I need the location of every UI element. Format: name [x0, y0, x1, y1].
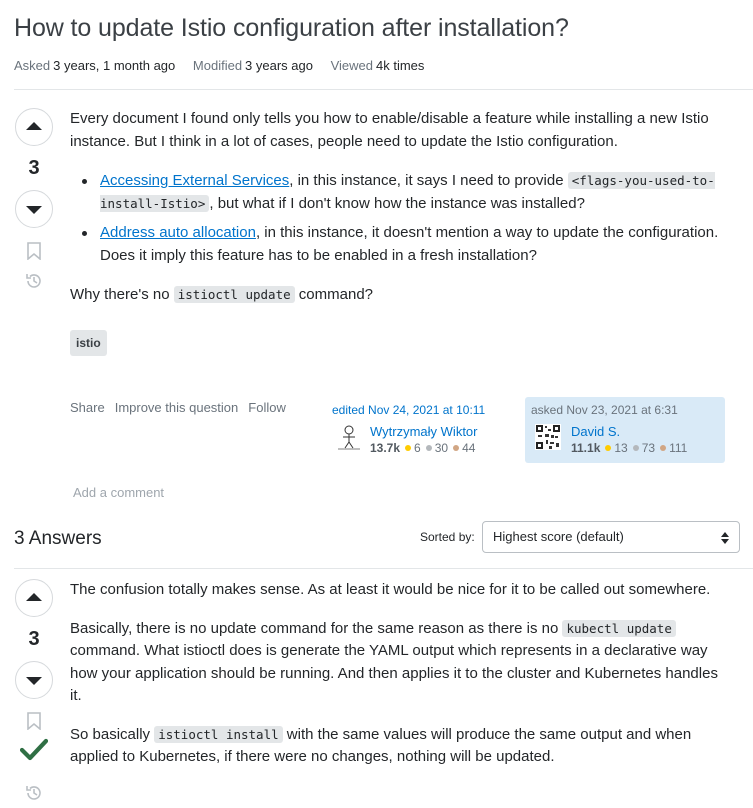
address-auto-allocation-link[interactable]: Address auto allocation — [100, 224, 256, 241]
asked-timestamp: asked Nov 23, 2021 at 6:31 — [531, 403, 678, 417]
asked-value: 3 years, 1 month ago — [53, 58, 176, 73]
gold-badge-icon — [405, 445, 411, 451]
select-updown-icon — [721, 532, 729, 544]
question-upvote-button[interactable] — [15, 108, 53, 146]
sort-label: Sorted by: — [420, 530, 475, 544]
asker-name-link[interactable]: David S. — [571, 424, 621, 439]
accepted-answer-indicator — [20, 738, 48, 762]
answer-upvote-button[interactable] — [15, 579, 53, 617]
post-menu — [70, 400, 296, 415]
asker-card — [525, 397, 725, 463]
silver-badge-count: 30 — [434, 441, 449, 455]
bronze-badge-icon — [660, 445, 666, 451]
inline-code: istioctl update — [174, 286, 295, 303]
answer-score: 3 — [28, 628, 40, 650]
answer-sort-select[interactable] — [482, 521, 740, 553]
list-text: , in this instance, it doesn't mention a way to update the configuration. Does it imply this feature has to be enabled in a fresh installation? — [100, 224, 719, 264]
bronze-badge-count: 111 — [669, 441, 688, 455]
list-text: , in this instance, it says I need to provide — [289, 172, 568, 189]
answer-paragraph — [70, 724, 730, 769]
answer-history-button[interactable] — [24, 783, 44, 803]
tag-istio[interactable]: istio — [70, 330, 107, 356]
list-text: , but what if I don't know how the instance was installed? — [209, 194, 585, 212]
share-link[interactable]: Share — [70, 400, 105, 415]
list-item — [70, 222, 720, 267]
upvote-arrow-icon — [25, 589, 43, 607]
answer-bookmark-button[interactable] — [26, 712, 42, 730]
silver-badge-icon — [426, 445, 432, 451]
follow-button[interactable]: Follow — [248, 400, 286, 415]
gold-badge-icon — [605, 445, 611, 451]
question-title[interactable]: How to update Istio configuration after installation? — [14, 14, 569, 42]
asked-label: Asked — [14, 58, 51, 73]
editor-reputation — [370, 441, 475, 455]
answer-downvote-button[interactable] — [15, 661, 53, 699]
qr-pattern-avatar-icon — [535, 424, 561, 450]
header-divider — [14, 89, 753, 90]
silver-badge-count: 73 — [641, 441, 656, 455]
asker-avatar[interactable] — [535, 424, 561, 450]
answers-count-heading: 3 Answers — [14, 528, 102, 549]
downvote-arrow-icon — [25, 671, 43, 689]
editor-name-link[interactable]: Wytrzymały Wiktor — [370, 424, 478, 439]
sort-selected-value: Highest score (default) — [493, 529, 624, 544]
answer-paragraph — [70, 618, 730, 708]
edited-timestamp-link[interactable]: edited Nov 24, 2021 at 10:11 — [332, 403, 486, 417]
question-body — [70, 108, 720, 307]
list-item — [70, 170, 720, 215]
stick-figure-avatar-icon — [336, 424, 362, 450]
paragraph-text: Why there's no — [70, 286, 174, 303]
question-paragraph: Every document I found only tells you how to enable/disable a feature while installing a new Istio instance. But I think in a lot of cases, people need to update the Istio configuration. — [70, 110, 709, 150]
reputation-score: 11.1k — [571, 441, 601, 455]
silver-badge-icon — [633, 445, 639, 451]
viewed-value: 4k times — [376, 58, 425, 73]
question-score: 3 — [28, 157, 40, 179]
improve-question-link[interactable]: Improve this question — [114, 400, 239, 415]
inline-code: istioctl install — [154, 726, 282, 743]
answer-body — [70, 579, 730, 769]
modified-value[interactable]: 3 years ago — [245, 58, 313, 73]
bronze-badge-count: 44 — [462, 441, 476, 455]
bronze-badge-icon — [453, 445, 459, 451]
history-icon — [24, 271, 44, 291]
modified-label: Modified — [192, 58, 243, 73]
inline-code: <flags-you-used-to-install-Istio> — [100, 173, 715, 211]
paragraph-text: command. What istioctl does is generate the YAML output which represents in a declarative way how your application should be running. And then applies it to the cluster and Kubernetes handles it. — [70, 642, 718, 704]
upvote-arrow-icon — [25, 118, 43, 136]
question-downvote-button[interactable] — [15, 190, 53, 228]
reputation-score: 13.7k — [370, 441, 401, 455]
answers-divider — [14, 568, 753, 569]
paragraph-text: Basically, there is no update command for the same reason as there is no — [70, 619, 563, 637]
viewed-label: Viewed — [330, 58, 374, 73]
asker-reputation — [571, 441, 687, 455]
editor-avatar[interactable] — [336, 424, 362, 450]
downvote-arrow-icon — [25, 200, 43, 218]
accepted-check-icon — [20, 738, 48, 762]
question-list — [70, 170, 720, 267]
question-paragraph — [70, 284, 720, 307]
question-bookmark-button[interactable] — [26, 242, 42, 260]
paragraph-text: with the same values will produce the same output and when applied to Kubernetes, if there were no changes, nothing will be updated. — [70, 725, 692, 765]
paragraph-text: command? — [294, 286, 374, 303]
question-history-button[interactable] — [24, 271, 44, 291]
editor-card — [330, 397, 520, 463]
question-meta — [14, 58, 438, 73]
gold-badge-count: 13 — [614, 441, 628, 455]
bookmark-icon — [26, 712, 42, 730]
inline-code: kubectl update — [562, 620, 675, 637]
bookmark-icon — [26, 242, 42, 260]
history-icon — [24, 783, 44, 803]
gold-badge-count: 6 — [414, 441, 421, 455]
add-comment-link[interactable]: Add a comment — [73, 485, 165, 500]
accessing-external-services-link[interactable]: Accessing External Services — [100, 172, 290, 189]
answer-paragraph: The confusion totally makes sense. As at least it would be nice for it to be called out somewhere. — [70, 581, 711, 598]
paragraph-text: So basically — [70, 725, 155, 743]
